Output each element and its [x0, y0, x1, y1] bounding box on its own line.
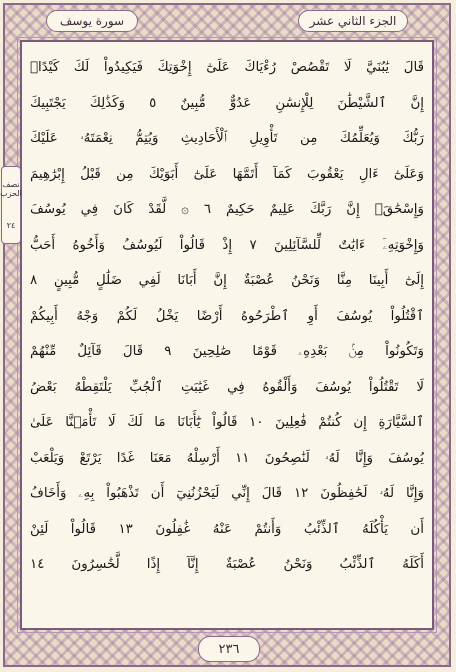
juz-label: الجزء الثاني عشر — [298, 10, 408, 32]
page-number: ٢٣٦ — [198, 636, 260, 662]
hizb-marker-label: نصف الحزب — [0, 180, 22, 199]
text-line: إِلَىٰٓ أَبِينَا مِنَّا وَنَحْنُ عُصْبَةٌ إِنَّ أَبَانَا لَفِي ضَلَٰلٍ مُّبِينٍ ٨ — [30, 273, 424, 289]
page-header — [20, 6, 434, 36]
text-line: وَإِسْحَٰقَۚ إِنَّ رَبَّكَ عَلِيمٌ حَكِيمٌ ٦ ۞ لَّقَدْ كَانَ فِي يُوسُفَ — [30, 202, 424, 218]
text-line: ٱلسَّيَّارَةِ إِن كُنتُمْ فَٰعِلِينَ ١٠ قَالُواْ يَٰٓأَبَانَا مَا لَكَ لَا تَأْمَ۬نَّا عَلَىٰ — [30, 415, 424, 431]
text-line: قَالَ يَٰبُنَيَّ لَا تَقْصُصْ رُءْيَاكَ عَلَىٰٓ إِخْوَتِكَ فَيَكِيدُواْ لَكَ كَيْدًاۖ — [30, 60, 424, 76]
hizb-marker — [1, 166, 21, 244]
text-line: أَن يَأْكُلَهُ ٱلذِّئْبُ وَأَنتُمْ عَنْهُ غَٰفِلُونَ ١٣ قَالُواْ لَئِنْ — [30, 521, 424, 537]
text-line: ٱقْتُلُواْ يُوسُفَ أَوِ ٱطْرَحُوهُ أَرْضًا يَخْلُ لَكُمْ وَجْهُ أَبِيكُمْ — [30, 308, 424, 324]
hizb-marker-number: ٢٤ — [6, 220, 16, 230]
text-line: يُوسُفَ وَإِنَّا لَهُۥ لَنَٰصِحُونَ ١١ أَرْسِلْهُ مَعَنَا غَدًا يَرْتَعْ وَيَلْعَبْ — [30, 450, 424, 466]
surah-label: سورة يوسف — [46, 10, 138, 32]
text-line: أَكَلَهُ ٱلذِّئْبُ وَنَحْنُ عُصْبَةٌ إِنَّآ إِذًا لَّخَٰسِرُونَ ١٤ — [30, 557, 424, 573]
text-line: وَإِخْوَتِهِۦٓ ءَايَٰتٌ لِّلسَّآئِلِينَ ٧ إِذْ قَالُواْ لَيُوسُفُ وَأَخُوهُ أَحَبُّ — [30, 237, 424, 253]
text-line: لَا تَقْتُلُواْ يُوسُفَ وَأَلْقُوهُ فِي غَيَٰبَتِ ٱلْجُبِّ يَلْتَقِطْهُ بَعْضُ — [30, 379, 424, 395]
text-line: وَعَلَىٰٓ ءَالِ يَعْقُوبَ كَمَآ أَتَمَّهَا عَلَىٰٓ أَبَوَيْكَ مِن قَبْلُ إِبْرَٰهِيمَ — [30, 166, 424, 182]
quran-text — [30, 50, 424, 618]
text-line: رَبُّكَ وَيُعَلِّمُكَ مِن تَأْوِيلِ ٱلْأَحَادِيثِ وَيُتِمُّ نِعْمَتَهُۥ عَلَيْكَ — [30, 131, 424, 147]
text-line: وَتَكُونُواْ مِنۢ بَعْدِهِۦ قَوْمًا صَٰلِحِينَ ٩ قَالَ قَآئِلٌ مِّنْهُمْ — [30, 344, 424, 360]
text-line: وَإِنَّا لَهُۥ لَحَٰفِظُونَ ١٢ قَالَ إِنِّي لَيَحْزُنُنِيٓ أَن تَذْهَبُواْ بِهِۦ وَأَخَافُ — [30, 486, 424, 502]
text-line: إِنَّ ٱلشَّيْطَٰنَ لِلْإِنسَٰنِ عَدُوٌّ مُّبِينٌ ٥ وَكَذَٰلِكَ يَجْتَبِيكَ — [30, 95, 424, 111]
